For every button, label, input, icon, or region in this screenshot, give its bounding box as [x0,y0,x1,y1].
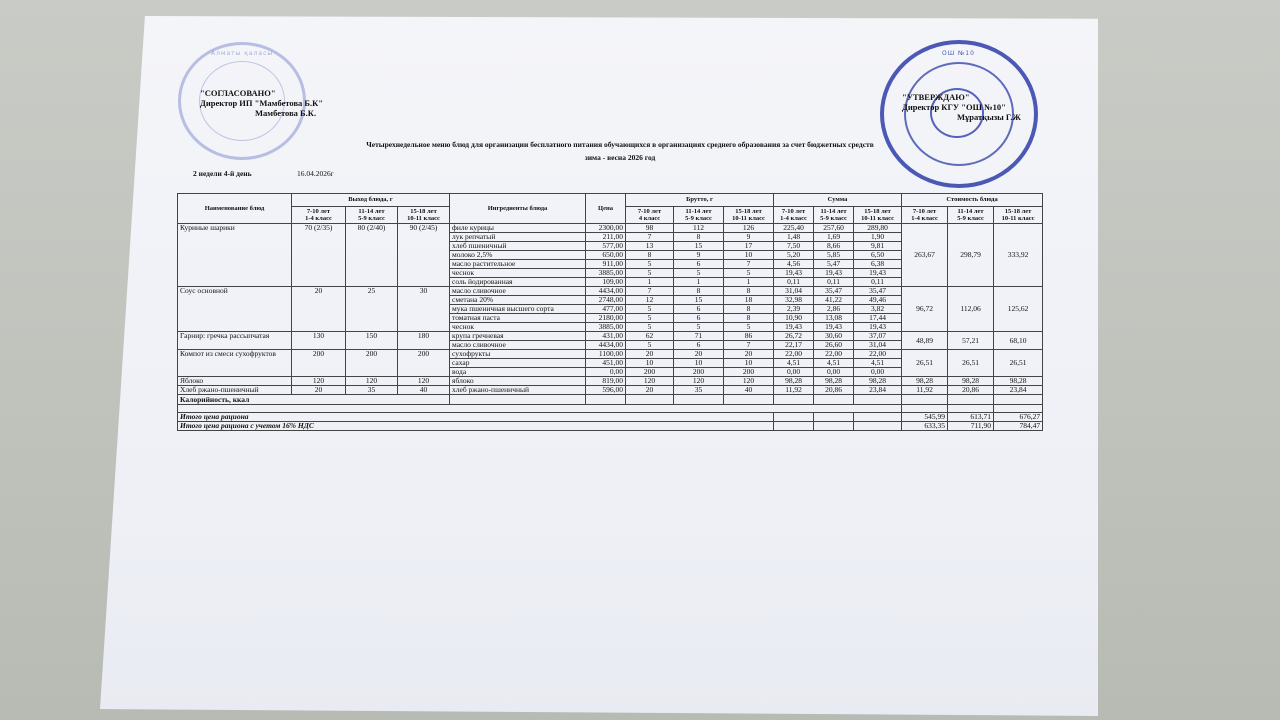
sum-value-3: 31,04 [854,341,902,350]
empty-cell [674,395,724,405]
total-label: Итого цена рациона [178,413,774,422]
gross-value-2: 6 [674,305,724,314]
gross-value-3: 8 [724,314,774,323]
gross-value-3: 5 [724,323,774,332]
ingredient-price: 0,00 [586,368,626,377]
dish-cost-2: 26,51 [948,350,994,377]
total-vat-value-1: 633,35 [902,422,948,431]
header-gross-age1: 7-10 лет 4 класс [626,207,674,224]
ingredient-name: чеснок [450,269,586,278]
ingredient-name: филе курицы [450,224,586,233]
header-output: Выход блюда, г [292,194,450,207]
ingredient-name: масло сливочное [450,341,586,350]
empty-cell [774,422,814,431]
empty-cell [814,422,854,431]
ingredient-name: хлеб ржано-пшеничный [450,386,586,395]
ingredient-name: яблоко [450,377,586,386]
gross-value-1: 7 [626,233,674,242]
dish-output-age2: 35 [346,386,398,395]
gross-value-3: 10 [724,359,774,368]
dish-output-age2: 80 (2/40) [346,224,398,287]
title-line2: зима - весна 2026 год [584,153,656,162]
sum-value-1: 2,39 [774,305,814,314]
gross-value-3: 86 [724,332,774,341]
table-row [178,224,1043,233]
dish-cost-2: 98,28 [948,377,994,386]
header-cost: Стоимость блюда [902,194,1043,207]
dish-name: Соус основной [178,287,292,332]
sum-value-1: 7,50 [774,242,814,251]
empty-cell [774,413,814,422]
sum-value-3: 6,38 [854,260,902,269]
dish-cost-2: 112,06 [948,287,994,332]
dish-cost-2: 57,21 [948,332,994,350]
sum-value-1: 11,92 [774,386,814,395]
sum-value-3: 289,80 [854,224,902,233]
empty-cell [902,405,948,413]
ingredient-price: 596,00 [586,386,626,395]
calories-label: Калорийность, ккал [178,395,450,405]
gross-value-3: 5 [724,269,774,278]
header-sum-age1: 7-10 лет 1-4 класс [774,207,814,224]
ingredient-price: 4434,00 [586,287,626,296]
empty-cell [902,395,948,405]
total-vat-value-3: 784,47 [994,422,1043,431]
empty-cell [774,395,814,405]
ingredient-price: 2748,00 [586,296,626,305]
approval-right-line1: "УТВЕРЖДАЮ" [902,92,970,102]
sum-value-1: 19,43 [774,269,814,278]
header-sum: Сумма [774,194,902,207]
header-gross: Брутто, г [626,194,774,207]
dish-cost-3: 68,10 [994,332,1043,350]
table-row [178,350,1043,359]
gross-value-1: 5 [626,314,674,323]
gross-value-2: 6 [674,314,724,323]
spacer-row [178,405,1043,413]
gross-value-2: 15 [674,296,724,305]
dish-cost-3: 125,62 [994,287,1043,332]
sum-value-3: 19,43 [854,323,902,332]
dish-output-age2: 200 [346,350,398,377]
header-sum-age3: 15-18 лет 10-11 класс [854,207,902,224]
gross-value-1: 12 [626,296,674,305]
sum-value-2: 35,47 [814,287,854,296]
gross-value-1: 8 [626,251,674,260]
empty-cell [626,395,674,405]
ingredient-name: сухофрукты [450,350,586,359]
dish-output-age1: 20 [292,287,346,332]
ingredient-name: молоко 2,5% [450,251,586,260]
gross-value-1: 10 [626,359,674,368]
sum-value-2: 19,43 [814,323,854,332]
ingredient-name: соль йодированная [450,278,586,287]
sum-value-1: 0,00 [774,368,814,377]
dish-output-age3: 90 (2/45) [398,224,450,287]
sum-value-2: 4,51 [814,359,854,368]
approval-left-line2: Директор ИП "Мамбетова Б.К" [200,98,324,108]
empty-cell [586,395,626,405]
approval-right-line2: Директор КГУ "ОШ №10" [902,102,1006,112]
ingredient-price: 819,00 [586,377,626,386]
sum-value-2: 8,66 [814,242,854,251]
header-cost-age1: 7-10 лет 1-4 класс [902,207,948,224]
sum-value-1: 0,11 [774,278,814,287]
dish-output-age3: 30 [398,287,450,332]
gross-value-3: 18 [724,296,774,305]
title-line1: Четырехнедельное меню блюд для организации бесплатного питания обучающихся в организациях среднего образования за счет бюджетных средств [366,140,874,149]
ingredient-name: масло растительное [450,260,586,269]
dish-cost-1: 26,51 [902,350,948,377]
gross-value-3: 120 [724,377,774,386]
ingredient-price: 2300,00 [586,224,626,233]
ingredient-price: 577,00 [586,242,626,251]
gross-value-1: 5 [626,260,674,269]
ingredient-price: 451,00 [586,359,626,368]
empty-cell [854,395,902,405]
empty-cell [178,405,902,413]
empty-cell [994,395,1043,405]
sum-value-2: 98,28 [814,377,854,386]
sum-value-2: 30,60 [814,332,854,341]
gross-value-2: 5 [674,323,724,332]
gross-value-2: 1 [674,278,724,287]
dish-cost-1: 11,92 [902,386,948,395]
table-row [178,386,1043,395]
ingredient-price: 477,00 [586,305,626,314]
gross-value-1: 200 [626,368,674,377]
ingredient-name: хлеб пшеничный [450,242,586,251]
total-row [178,413,1043,422]
empty-cell [814,395,854,405]
header-out-age3: 15-18 лет 10-11 класс [398,207,450,224]
total-value-1: 545,99 [902,413,948,422]
sum-value-1: 5,20 [774,251,814,260]
gross-value-1: 7 [626,287,674,296]
header-out-age1: 7-10 лет 1-4 класс [292,207,346,224]
total-vat-label: Итого цена рациона с учетом 16% НДС [178,422,774,431]
sum-value-3: 1,90 [854,233,902,242]
ingredient-price: 3885,00 [586,269,626,278]
gross-value-1: 1 [626,278,674,287]
right-stamp-text: ОШ №10 [942,50,975,57]
gross-value-2: 6 [674,260,724,269]
dish-name: Компот из смеси сухофруктов [178,350,292,377]
sum-value-1: 4,56 [774,260,814,269]
empty-cell [724,395,774,405]
sum-value-2: 26,60 [814,341,854,350]
sum-value-3: 49,46 [854,296,902,305]
dish-cost-2: 20,86 [948,386,994,395]
sum-value-3: 3,82 [854,305,902,314]
header-dish-name: Наименование блюд [178,194,292,224]
header-cost-age2: 11-14 лет 5-9 класс [948,207,994,224]
gross-value-1: 20 [626,386,674,395]
table-row [178,377,1043,386]
ingredient-name: мука пшеничная высшего сорта [450,305,586,314]
sum-value-3: 4,51 [854,359,902,368]
dish-name: Куриные шарики [178,224,292,287]
ingredient-name: томатная паста [450,314,586,323]
gross-value-1: 5 [626,305,674,314]
sum-value-1: 26,72 [774,332,814,341]
document-title [330,138,910,164]
dish-name: Хлеб ржано-пшеничный [178,386,292,395]
gross-value-3: 7 [724,341,774,350]
sum-value-1: 31,04 [774,287,814,296]
gross-value-3: 1 [724,278,774,287]
table-row [178,332,1043,341]
sum-value-1: 32,98 [774,296,814,305]
total-value-2: 613,71 [948,413,994,422]
sum-value-2: 2,86 [814,305,854,314]
ingredient-price: 911,00 [586,260,626,269]
empty-cell [854,413,902,422]
total-vat-row [178,422,1043,431]
sum-value-2: 1,69 [814,233,854,242]
ingredient-price: 2180,00 [586,314,626,323]
gross-value-2: 8 [674,287,724,296]
header-out-age2: 11-14 лет 5-9 класс [346,207,398,224]
sum-value-3: 98,28 [854,377,902,386]
dish-cost-1: 96,72 [902,287,948,332]
gross-value-1: 5 [626,269,674,278]
sum-value-3: 35,47 [854,287,902,296]
ingredient-price: 650,00 [586,251,626,260]
sum-value-3: 6,50 [854,251,902,260]
sum-value-3: 19,43 [854,269,902,278]
sum-value-2: 5,47 [814,260,854,269]
dish-output-age3: 40 [398,386,450,395]
approval-right-line3: Мұратқызы Г.Ж [957,112,1021,122]
gross-value-3: 17 [724,242,774,251]
approval-left [200,88,323,118]
ingredient-price: 3885,00 [586,323,626,332]
menu-date: 16.04.2026г [297,169,334,178]
approval-right [902,92,1021,122]
gross-value-3: 10 [724,251,774,260]
header-gross-age2: 11-14 лет 5-9 класс [674,207,724,224]
gross-value-2: 10 [674,359,724,368]
dish-cost-2: 298,79 [948,224,994,287]
dish-output-age2: 25 [346,287,398,332]
empty-cell [948,405,994,413]
gross-value-2: 20 [674,350,724,359]
total-value-3: 676,27 [994,413,1043,422]
sum-value-2: 5,85 [814,251,854,260]
sum-value-2: 20,86 [814,386,854,395]
left-stamp-text: Алматы қаласы [211,50,274,57]
sum-value-3: 37,07 [854,332,902,341]
dish-name: Яблоко [178,377,292,386]
empty-cell [994,405,1043,413]
empty-cell [814,413,854,422]
dish-output-age1: 70 (2/35) [292,224,346,287]
menu-table [177,193,1043,431]
sum-value-3: 17,44 [854,314,902,323]
header-ingredients: Ингредиенты блюда [450,194,586,224]
gross-value-2: 71 [674,332,724,341]
dish-cost-3: 23,84 [994,386,1043,395]
header-cost-age3: 15-18 лет 10-11 класс [994,207,1043,224]
sum-value-2: 13,08 [814,314,854,323]
ingredient-price: 4434,00 [586,341,626,350]
sum-value-1: 1,48 [774,233,814,242]
gross-value-1: 98 [626,224,674,233]
gross-value-2: 35 [674,386,724,395]
approval-left-line1: "СОГЛАСОВАНО" [200,88,276,98]
gross-value-2: 120 [674,377,724,386]
empty-cell [854,422,902,431]
day-label: 2 недели 4-й день [193,169,252,178]
ingredient-name: сахар [450,359,586,368]
dish-output-age3: 120 [398,377,450,386]
calories-row [178,395,1043,405]
header-price: Цена [586,194,626,224]
gross-value-2: 8 [674,233,724,242]
dish-cost-1: 98,28 [902,377,948,386]
gross-value-3: 200 [724,368,774,377]
ingredient-price: 1100,00 [586,350,626,359]
dish-output-age3: 200 [398,350,450,377]
dish-output-age1: 200 [292,350,346,377]
dish-cost-3: 26,51 [994,350,1043,377]
sum-value-3: 0,11 [854,278,902,287]
sum-value-3: 22,00 [854,350,902,359]
approval-left-line3: Мамбетова Б.К. [255,108,317,118]
sum-value-1: 19,43 [774,323,814,332]
dish-cost-3: 333,92 [994,224,1043,287]
sum-value-2: 19,43 [814,269,854,278]
gross-value-2: 200 [674,368,724,377]
gross-value-2: 5 [674,269,724,278]
dish-cost-1: 48,89 [902,332,948,350]
header-gross-age3: 15-18 лет 10-11 класс [724,207,774,224]
gross-value-1: 62 [626,332,674,341]
gross-value-1: 120 [626,377,674,386]
dish-output-age3: 180 [398,332,450,350]
dish-cost-1: 263,67 [902,224,948,287]
sum-value-3: 23,84 [854,386,902,395]
sum-value-1: 225,40 [774,224,814,233]
sum-value-3: 9,81 [854,242,902,251]
gross-value-2: 6 [674,341,724,350]
empty-cell [948,395,994,405]
dish-output-age2: 150 [346,332,398,350]
dish-output-age1: 20 [292,386,346,395]
sum-value-3: 0,00 [854,368,902,377]
header-sum-age2: 11-14 лет 5-9 класс [814,207,854,224]
sum-value-2: 41,22 [814,296,854,305]
gross-value-2: 9 [674,251,724,260]
ingredient-name: крупа гречневая [450,332,586,341]
gross-value-3: 9 [724,233,774,242]
sum-value-1: 10,90 [774,314,814,323]
dish-cost-3: 98,28 [994,377,1043,386]
dish-output-age2: 120 [346,377,398,386]
gross-value-1: 5 [626,341,674,350]
gross-value-1: 20 [626,350,674,359]
sum-value-2: 22,00 [814,350,854,359]
gross-value-2: 112 [674,224,724,233]
gross-value-3: 8 [724,305,774,314]
sum-value-1: 22,00 [774,350,814,359]
sum-value-2: 257,60 [814,224,854,233]
total-vat-value-2: 711,90 [948,422,994,431]
sum-value-2: 0,00 [814,368,854,377]
ingredient-name: сметана 20% [450,296,586,305]
gross-value-3: 8 [724,287,774,296]
gross-value-1: 5 [626,323,674,332]
gross-value-3: 126 [724,224,774,233]
sum-value-2: 0,11 [814,278,854,287]
gross-value-3: 20 [724,350,774,359]
ingredient-name: масло сливочное [450,287,586,296]
sum-value-1: 22,17 [774,341,814,350]
sum-value-1: 4,51 [774,359,814,368]
dish-output-age1: 120 [292,377,346,386]
dish-name: Гарнир: гречка рассыпчатая [178,332,292,350]
gross-value-3: 40 [724,386,774,395]
empty-cell [450,395,586,405]
table-row [178,287,1043,296]
ingredient-name: вода [450,368,586,377]
ingredient-price: 109,00 [586,278,626,287]
ingredient-name: лук репчатый [450,233,586,242]
dish-output-age1: 130 [292,332,346,350]
sum-value-1: 98,28 [774,377,814,386]
gross-value-2: 15 [674,242,724,251]
gross-value-1: 13 [626,242,674,251]
ingredient-price: 431,00 [586,332,626,341]
ingredient-price: 211,00 [586,233,626,242]
gross-value-3: 7 [724,260,774,269]
ingredient-name: чеснок [450,323,586,332]
